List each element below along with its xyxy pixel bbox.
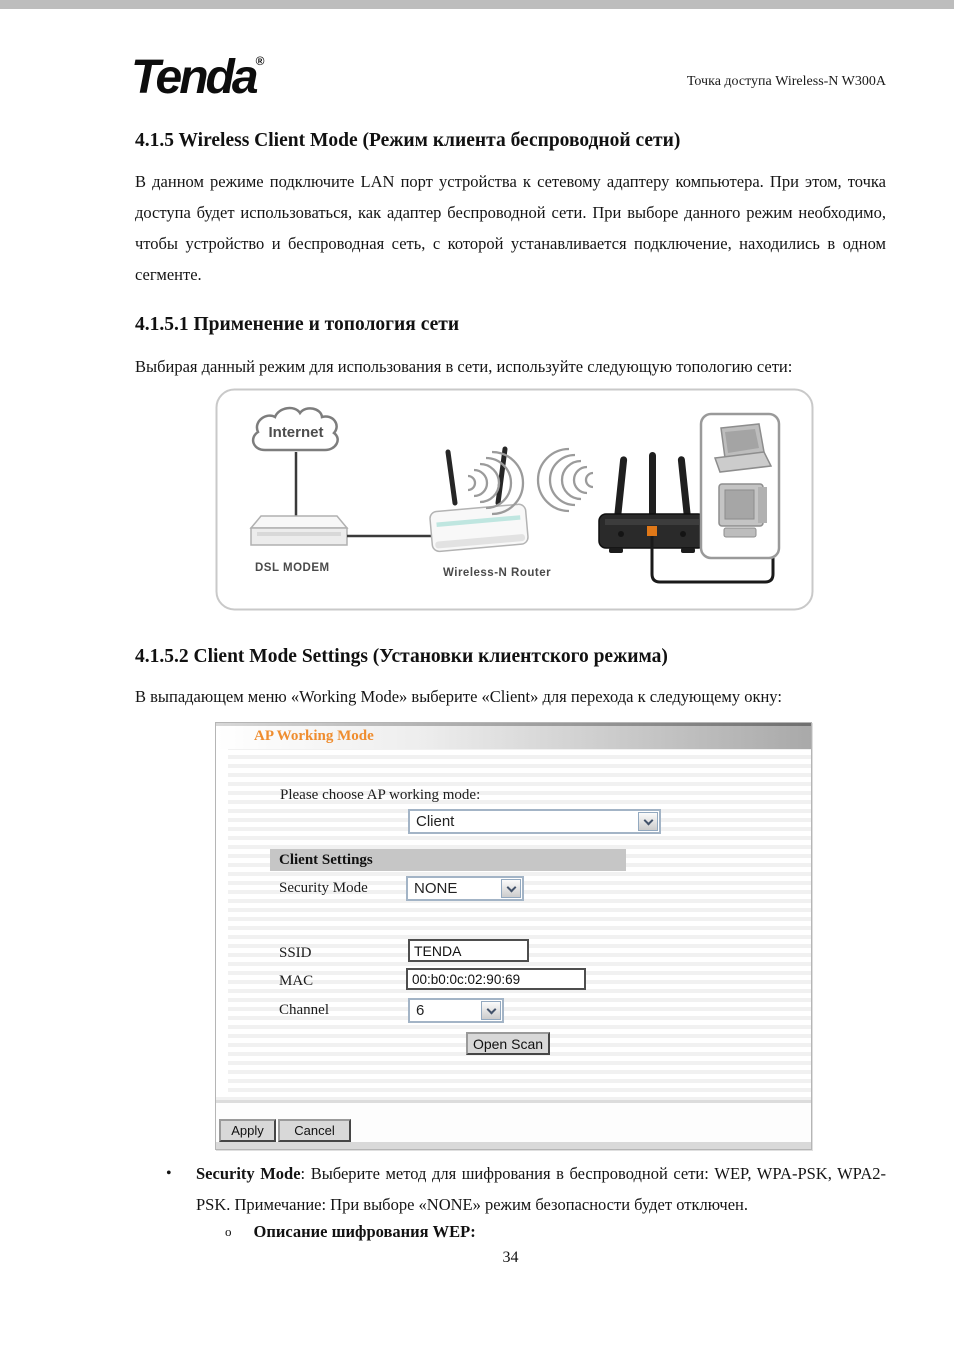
- chevron-down-icon[interactable]: [638, 812, 658, 831]
- working-mode-prompt: Please choose AP working mode:: [280, 787, 481, 803]
- page-top-edge: [0, 0, 954, 9]
- channel-value: 6: [416, 1002, 425, 1019]
- chevron-down-icon[interactable]: [481, 1001, 501, 1020]
- topology-figure: [215, 388, 815, 612]
- panel-bottom-band: [216, 1142, 811, 1149]
- paragraph-4152: В выпадающем меню «Working Mode» выберите «Client» для перехода к следующему окну:: [135, 687, 782, 706]
- ap-working-mode-window: [215, 722, 812, 1150]
- internet-label: Internet: [268, 424, 324, 441]
- modem-label: DSL MODEM: [255, 562, 330, 574]
- mac-input[interactable]: [406, 968, 586, 990]
- note-term: Security Mode: [196, 1164, 301, 1183]
- open-scan-button[interactable]: Open Scan: [466, 1032, 550, 1055]
- heading-4152: 4.1.5.2 Client Mode Settings (Установки клиентского режима): [135, 646, 668, 667]
- chevron-down-icon[interactable]: [501, 879, 521, 898]
- note-text: : Выберите метод для шифрования в беспроводной сети: WEP, WPA-PSK, WPA2-PSK. Примечание: При выборе «NONE» режим безопасности будет отключен.: [196, 1164, 886, 1214]
- ap-lan-port: [647, 526, 657, 536]
- router-label: Wireless-N Router: [443, 567, 552, 579]
- client-computers: [701, 414, 779, 558]
- wep-sub-bullet: [225, 1222, 476, 1242]
- dsl-modem: [251, 516, 347, 545]
- panel-left-gutter: [216, 749, 228, 1097]
- paragraph-415: В данном режиме подключите LAN порт устройства к сетевому адаптеру компьютера. При этом, точка доступа будет использоваться, как адаптер беспроводной сети. При выборе данного режим необходимо, чтобы устройство и беспроводная сеть, с которой устанавливается подключение, находились в одном сегменте.: [135, 172, 886, 284]
- working-mode-select[interactable]: [408, 809, 661, 834]
- page-number: 34: [502, 1249, 519, 1266]
- paragraph-4151: Выбирая данный режим для использования в сети, используйте следующую топологию сети:: [135, 357, 793, 376]
- tenda-logo: [131, 50, 264, 105]
- ssid-label: SSID: [279, 945, 312, 961]
- security-mode-value: NONE: [414, 880, 458, 897]
- bullet-icon: •: [166, 1165, 172, 1182]
- registered-mark: ®: [255, 54, 265, 68]
- tenda-logo-text: Tenda: [131, 51, 256, 104]
- security-mode-note: [135, 1158, 886, 1220]
- wep-sub-bullet-text: Описание шифрования WEP:: [253, 1222, 476, 1241]
- mac-label: MAC: [279, 973, 314, 989]
- cancel-button[interactable]: Cancel: [278, 1119, 351, 1142]
- channel-label: Channel: [279, 1002, 329, 1018]
- ssid-input[interactable]: [408, 939, 529, 962]
- panel-header: [216, 723, 811, 749]
- security-mode-select[interactable]: [406, 876, 524, 901]
- circle-bullet-icon: o: [225, 1224, 232, 1239]
- working-mode-value: Client: [416, 813, 455, 830]
- client-settings-header: [270, 849, 626, 871]
- heading-415: 4.1.5 Wireless Client Mode (Режим клиента беспроводной сети): [135, 130, 681, 151]
- security-mode-label: Security Mode: [279, 880, 368, 896]
- apply-button[interactable]: Apply: [219, 1119, 276, 1142]
- panel-title: AP Working Mode: [254, 728, 374, 744]
- heading-4151: 4.1.5.1 Применение и топология сети: [135, 314, 460, 335]
- doc-title: Точка доступа Wireless-N W300A: [686, 74, 886, 89]
- channel-select[interactable]: [408, 998, 504, 1023]
- client-settings-title: Client Settings: [279, 852, 373, 868]
